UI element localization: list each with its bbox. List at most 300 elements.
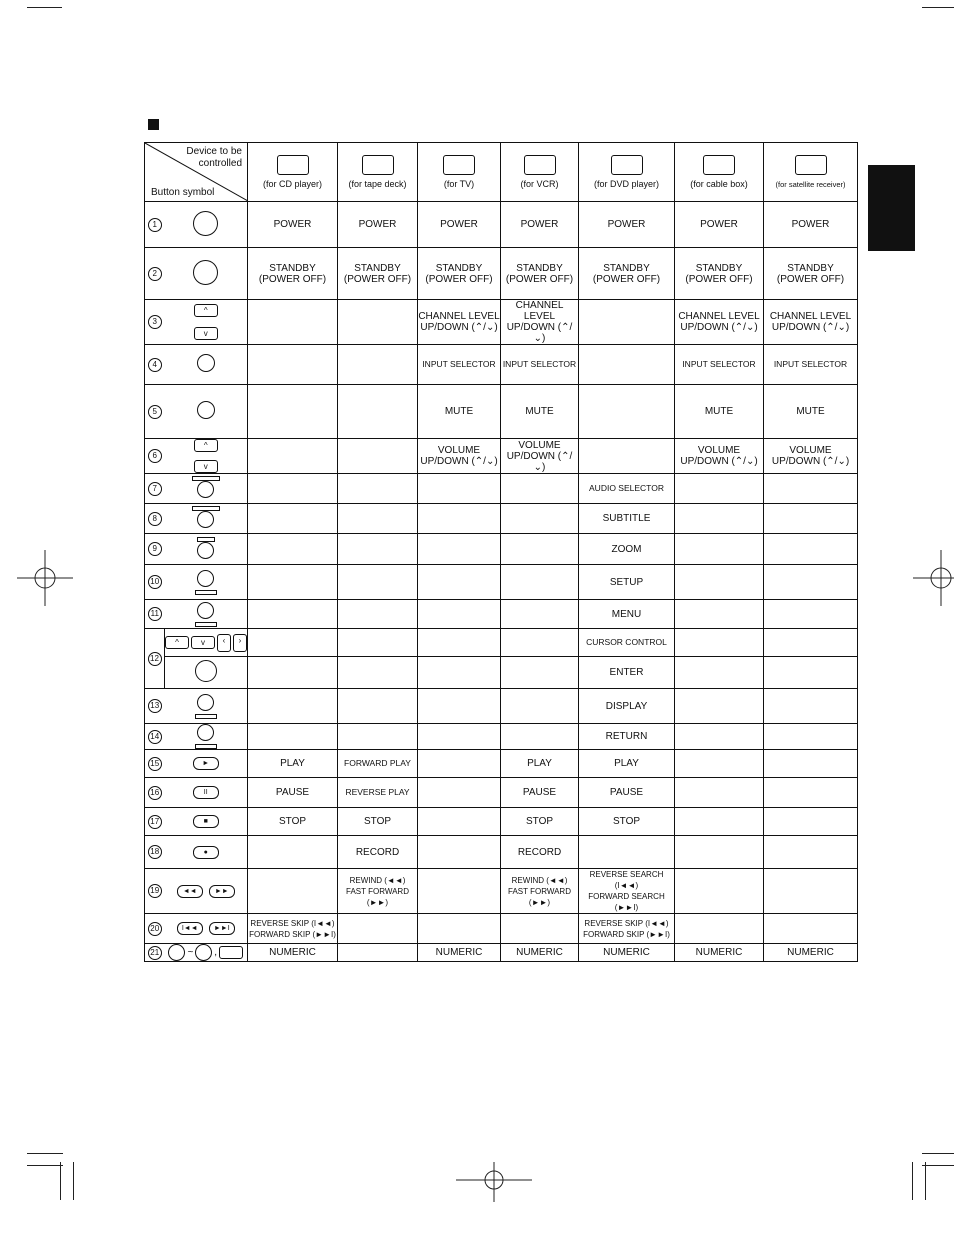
- device-button-icon: [277, 155, 309, 175]
- corner-device-label: [186, 146, 242, 170]
- function-cell: [579, 657, 675, 689]
- function-cell: [501, 600, 579, 629]
- function-cell: [764, 944, 858, 962]
- row-number: [145, 750, 165, 778]
- function-cell: [338, 944, 418, 962]
- function-label: PAUSE: [522, 787, 557, 798]
- function-cell: [418, 600, 501, 629]
- function-label: VOLUME UP/DOWN (⌃/⌄): [771, 445, 850, 467]
- function-cell: [579, 202, 675, 248]
- cursor-down-icon: v: [191, 636, 215, 649]
- function-cell: [248, 248, 338, 300]
- function-cell: [418, 300, 501, 345]
- table-row: [145, 657, 858, 689]
- function-cell: [418, 565, 501, 600]
- row-number-badge: 7: [148, 482, 162, 496]
- function-cell: [338, 808, 418, 836]
- table-row: [145, 385, 858, 439]
- round-button-icon: [197, 724, 214, 741]
- row-number: [145, 629, 165, 689]
- row-number: [145, 914, 165, 944]
- button-symbol: [165, 600, 248, 629]
- stop-icon: ■: [193, 815, 219, 828]
- function-label: ENTER: [609, 667, 644, 678]
- button-symbol: [165, 944, 248, 962]
- function-label: STANDBY (POWER OFF): [592, 262, 661, 285]
- function-cell: [501, 345, 579, 385]
- row-number-badge: 15: [148, 757, 162, 771]
- function-label: CURSOR CONTROL: [586, 637, 667, 647]
- function-cell: [501, 248, 579, 300]
- function-label: POWER: [607, 219, 646, 230]
- function-cell: [418, 534, 501, 565]
- function-cell: [501, 944, 579, 962]
- function-label: PLAY: [614, 758, 639, 769]
- function-label: STANDBY (POWER OFF): [776, 262, 845, 285]
- row-number-badge: 20: [148, 922, 162, 936]
- row-number: [145, 944, 165, 962]
- function-cell: [248, 439, 338, 474]
- function-label: CHANNEL LEVEL UP/DOWN (⌃/⌄): [506, 300, 573, 344]
- function-cell: [579, 944, 675, 962]
- registration-mark-icon: [913, 550, 954, 606]
- function-cell: [248, 565, 338, 600]
- function-label: NUMERIC: [787, 947, 834, 958]
- function-label: RECORD: [355, 846, 400, 858]
- button-symbol: [165, 657, 248, 689]
- function-cell: [764, 724, 858, 750]
- function-cell: [579, 300, 675, 345]
- round-button-icon: [197, 694, 214, 711]
- function-cell: [675, 345, 764, 385]
- function-label: REVERSE SKIP (I◄◄) FORWARD SKIP (►►I): [249, 918, 336, 939]
- function-cell: [501, 869, 579, 914]
- function-label: PLAY: [527, 758, 552, 769]
- row-number: [145, 345, 165, 385]
- function-cell: [579, 248, 675, 300]
- rewind-icon: ◄◄: [177, 885, 203, 898]
- function-cell: [675, 808, 764, 836]
- table-row: [145, 565, 858, 600]
- table-row: [145, 474, 858, 504]
- row-number: [145, 504, 165, 534]
- function-cell: [579, 724, 675, 750]
- table-row: [145, 724, 858, 750]
- up-button-icon: ^: [194, 439, 218, 452]
- row-number: [145, 474, 165, 504]
- row-number-badge: 18: [148, 845, 162, 859]
- table-row: [145, 345, 858, 385]
- round-button-icon: [193, 211, 218, 236]
- function-cell: [675, 689, 764, 724]
- device-label: (for cable box): [690, 178, 748, 189]
- function-cell: [675, 248, 764, 300]
- function-label: STANDBY (POWER OFF): [505, 262, 574, 285]
- function-label: POWER: [520, 219, 559, 230]
- function-cell: [764, 750, 858, 778]
- function-cell: [338, 629, 418, 657]
- function-cell: [501, 808, 579, 836]
- button-symbol: [165, 385, 248, 439]
- function-label: NUMERIC: [269, 947, 316, 958]
- table-row: [145, 600, 858, 629]
- cursor-up-icon: ^: [165, 636, 189, 649]
- device-button-icon: [611, 155, 643, 175]
- function-label: MUTE: [444, 406, 474, 417]
- device-label: (for tape deck): [348, 178, 407, 189]
- row-number-badge: 2: [148, 267, 162, 281]
- function-cell: [248, 385, 338, 439]
- function-cell: [501, 914, 579, 944]
- function-cell: [579, 836, 675, 869]
- row-number: [145, 385, 165, 439]
- header-corner: [145, 143, 248, 202]
- function-cell: [675, 202, 764, 248]
- function-cell: [248, 869, 338, 914]
- function-cell: [248, 724, 338, 750]
- function-cell: [501, 439, 579, 474]
- function-cell: [418, 944, 501, 962]
- function-cell: [418, 869, 501, 914]
- function-label: INPUT SELECTOR: [502, 359, 577, 369]
- function-cell: [675, 534, 764, 565]
- row-number-badge: 11: [148, 607, 162, 621]
- function-cell: [418, 439, 501, 474]
- function-cell: [675, 385, 764, 439]
- function-label: REWIND (◄◄) FAST FORWARD (►►): [508, 875, 571, 907]
- row-number-badge: 12: [148, 652, 162, 666]
- round-button-icon: [197, 542, 214, 559]
- function-cell: [248, 202, 338, 248]
- function-label: MENU: [611, 608, 642, 620]
- function-label: RETURN: [605, 731, 648, 742]
- cursor-left-icon: ‹: [217, 634, 231, 652]
- function-cell: [675, 600, 764, 629]
- up-button-icon: ^: [194, 304, 218, 317]
- function-cell: [338, 869, 418, 914]
- function-cell: [338, 504, 418, 534]
- function-cell: [579, 439, 675, 474]
- function-label: STOP: [525, 816, 554, 827]
- comma: ,: [214, 947, 218, 958]
- row-number-badge: 21: [148, 946, 162, 960]
- function-cell: [675, 869, 764, 914]
- function-cell: [338, 914, 418, 944]
- function-cell: [338, 345, 418, 385]
- row-number: [145, 248, 165, 300]
- row-number-badge: 9: [148, 542, 162, 556]
- row-number: [145, 869, 165, 914]
- function-cell: [764, 689, 858, 724]
- function-cell: [248, 750, 338, 778]
- function-cell: [248, 345, 338, 385]
- label-bar-icon: [195, 744, 217, 749]
- device-header-1: [338, 143, 418, 202]
- function-cell: [579, 869, 675, 914]
- crop-mark: [27, 1165, 63, 1166]
- crop-mark: [27, 7, 62, 8]
- function-cell: [418, 808, 501, 836]
- function-cell: [418, 750, 501, 778]
- table-row: [145, 248, 858, 300]
- skip-forward-icon: ►►I: [209, 922, 235, 935]
- function-cell: [764, 565, 858, 600]
- function-cell: [418, 914, 501, 944]
- function-label: REVERSE PLAY: [345, 787, 410, 797]
- function-label: PAUSE: [609, 787, 644, 798]
- function-cell: [501, 385, 579, 439]
- square-bullet-icon: [148, 119, 159, 130]
- function-label: POWER: [440, 219, 478, 230]
- corner-device-line-1: Device to be: [186, 146, 242, 157]
- button-symbol: [165, 689, 248, 724]
- function-cell: [248, 629, 338, 657]
- button-symbol: [165, 869, 248, 914]
- function-cell: [501, 750, 579, 778]
- function-cell: [338, 657, 418, 689]
- function-label: STOP: [363, 816, 392, 827]
- function-label: REVERSE SEARCH (I◄◄) FORWARD SEARCH (►►I): [588, 870, 665, 912]
- button-symbol: [165, 534, 248, 565]
- function-cell: [338, 565, 418, 600]
- function-cell: [764, 439, 858, 474]
- function-label: STOP: [278, 816, 307, 827]
- function-cell: [675, 300, 764, 345]
- round-button-icon: [197, 401, 215, 419]
- function-cell: [338, 385, 418, 439]
- function-cell: [579, 750, 675, 778]
- table-row: [145, 629, 858, 657]
- device-header-4: [579, 143, 675, 202]
- play-icon: ►: [193, 757, 219, 770]
- function-cell: [675, 944, 764, 962]
- device-header-3: [501, 143, 579, 202]
- device-header-6: [764, 143, 858, 202]
- function-label: VOLUME UP/DOWN (⌃/⌄): [506, 439, 573, 473]
- device-header-2: [418, 143, 501, 202]
- function-cell: [675, 474, 764, 504]
- row-number: [145, 689, 165, 724]
- function-cell: [418, 248, 501, 300]
- function-cell: [764, 836, 858, 869]
- function-cell: [579, 914, 675, 944]
- down-button-icon: v: [194, 460, 218, 473]
- row-number: [145, 439, 165, 474]
- button-symbol: [165, 750, 248, 778]
- round-button-icon: [197, 354, 215, 372]
- device-button-icon: [795, 155, 827, 175]
- function-cell: [764, 869, 858, 914]
- device-button-icon: [524, 155, 556, 175]
- function-cell: [764, 345, 858, 385]
- row-number: [145, 202, 165, 248]
- function-cell: [675, 504, 764, 534]
- function-cell: [338, 836, 418, 869]
- device-label: (for CD player): [262, 178, 322, 189]
- function-cell: [418, 778, 501, 808]
- crop-mark: [912, 1162, 913, 1200]
- function-cell: [248, 914, 338, 944]
- function-label: INPUT SELECTOR: [773, 359, 848, 369]
- function-cell: [248, 534, 338, 565]
- function-cell: [764, 629, 858, 657]
- round-button-icon: [197, 511, 214, 528]
- device-label: (for satellite receiver): [775, 179, 846, 189]
- crop-mark: [922, 1165, 954, 1166]
- record-icon: ●: [193, 846, 219, 859]
- row-number: [145, 300, 165, 345]
- function-cell: [501, 629, 579, 657]
- function-cell: [338, 724, 418, 750]
- function-label: DISPLAY: [605, 700, 648, 712]
- crop-mark: [922, 7, 954, 8]
- crop-mark: [27, 1153, 63, 1154]
- row-number-badge: 10: [148, 575, 162, 589]
- function-cell: [338, 534, 418, 565]
- function-cell: [501, 565, 579, 600]
- function-label: CHANNEL LEVEL UP/DOWN (⌃/⌄): [678, 311, 760, 333]
- function-cell: [501, 534, 579, 565]
- function-cell: [579, 345, 675, 385]
- device-button-icon: [703, 155, 735, 175]
- table-row: [145, 808, 858, 836]
- function-cell: [764, 385, 858, 439]
- function-cell: [764, 534, 858, 565]
- function-cell: [764, 657, 858, 689]
- table-row: [145, 202, 858, 248]
- label-bar-icon: [195, 622, 217, 627]
- function-cell: [501, 657, 579, 689]
- function-label: SUBTITLE: [602, 513, 651, 524]
- function-cell: [501, 504, 579, 534]
- function-cell: [501, 300, 579, 345]
- table-row: [145, 869, 858, 914]
- device-button-icon: [362, 155, 394, 175]
- function-cell: [579, 808, 675, 836]
- function-cell: [338, 750, 418, 778]
- device-label: (for DVD player): [593, 178, 659, 189]
- function-cell: [764, 778, 858, 808]
- function-cell: [579, 689, 675, 724]
- device-header-0: [248, 143, 338, 202]
- function-cell: [501, 778, 579, 808]
- function-cell: [501, 202, 579, 248]
- button-symbol: [165, 345, 248, 385]
- function-label: PAUSE: [275, 787, 310, 798]
- function-label: RECORD: [517, 846, 562, 858]
- function-label: PLAY: [280, 758, 305, 769]
- registration-mark-icon: [456, 1162, 532, 1202]
- function-label: AUDIO SELECTOR: [589, 483, 664, 493]
- function-label: INPUT SELECTOR: [422, 359, 496, 369]
- function-cell: [248, 944, 338, 962]
- function-cell: [338, 202, 418, 248]
- button-symbol: [165, 778, 248, 808]
- function-label: MUTE: [525, 406, 554, 417]
- row-number: [145, 808, 165, 836]
- function-cell: [764, 600, 858, 629]
- table-row: [145, 750, 858, 778]
- function-cell: [248, 778, 338, 808]
- function-cell: [675, 836, 764, 869]
- function-cell: [579, 600, 675, 629]
- function-cell: [418, 836, 501, 869]
- button-symbol: [165, 439, 248, 474]
- function-label: CHANNEL LEVEL UP/DOWN (⌃/⌄): [769, 311, 852, 333]
- function-cell: [579, 778, 675, 808]
- numeric-button-icon: [168, 944, 185, 961]
- function-cell: [338, 474, 418, 504]
- function-label: REWIND (◄◄) FAST FORWARD (►►): [346, 875, 409, 907]
- function-cell: [418, 345, 501, 385]
- table-row: [145, 504, 858, 534]
- label-bar-icon: [197, 537, 215, 542]
- function-label: POWER: [273, 219, 312, 230]
- section-tab: [868, 165, 915, 251]
- button-symbol: [165, 914, 248, 944]
- row-number-badge: 19: [148, 884, 162, 898]
- function-label: CHANNEL LEVEL UP/DOWN (⌃/⌄): [418, 311, 500, 333]
- function-cell: [248, 300, 338, 345]
- function-label: STANDBY (POWER OFF): [343, 262, 412, 285]
- function-cell: [764, 914, 858, 944]
- numeric-plus-icon: [219, 946, 243, 959]
- function-label: STANDBY (POWER OFF): [258, 262, 327, 285]
- device-label: (for VCR): [520, 178, 559, 189]
- function-cell: [338, 248, 418, 300]
- crop-mark: [60, 1162, 61, 1200]
- function-label: NUMERIC: [516, 947, 563, 958]
- function-cell: [248, 836, 338, 869]
- button-symbol: [165, 504, 248, 534]
- function-cell: [675, 439, 764, 474]
- label-bar-icon: [195, 714, 217, 719]
- function-label: STOP: [612, 816, 641, 827]
- function-label: REVERSE SKIP (I◄◄) FORWARD SKIP (►►I): [583, 918, 670, 939]
- function-cell: [418, 385, 501, 439]
- row-number: [145, 534, 165, 565]
- round-button-icon: [197, 570, 214, 587]
- function-label: VOLUME UP/DOWN (⌃/⌄): [680, 445, 758, 467]
- button-symbol: [165, 474, 248, 504]
- row-number: [145, 778, 165, 808]
- button-symbol: [165, 565, 248, 600]
- row-number: [145, 565, 165, 600]
- device-header-5: [675, 143, 764, 202]
- row-number-badge: 14: [148, 730, 162, 744]
- function-cell: [338, 778, 418, 808]
- function-cell: [579, 504, 675, 534]
- function-cell: [248, 474, 338, 504]
- function-cell: [764, 808, 858, 836]
- numeric-button-icon: [195, 944, 212, 961]
- function-label: POWER: [700, 219, 738, 230]
- row-number: [145, 836, 165, 869]
- function-cell: [248, 504, 338, 534]
- crop-mark: [925, 1162, 926, 1200]
- row-number-badge: 16: [148, 786, 162, 800]
- cursor-right-icon: ›: [233, 634, 247, 652]
- function-label: STANDBY (POWER OFF): [425, 262, 493, 285]
- function-label: NUMERIC: [695, 947, 743, 958]
- button-symbol: [165, 300, 248, 345]
- function-cell: [675, 565, 764, 600]
- function-cell: [338, 439, 418, 474]
- function-cell: [501, 836, 579, 869]
- table-row: [145, 534, 858, 565]
- function-cell: [418, 474, 501, 504]
- function-cell: [418, 504, 501, 534]
